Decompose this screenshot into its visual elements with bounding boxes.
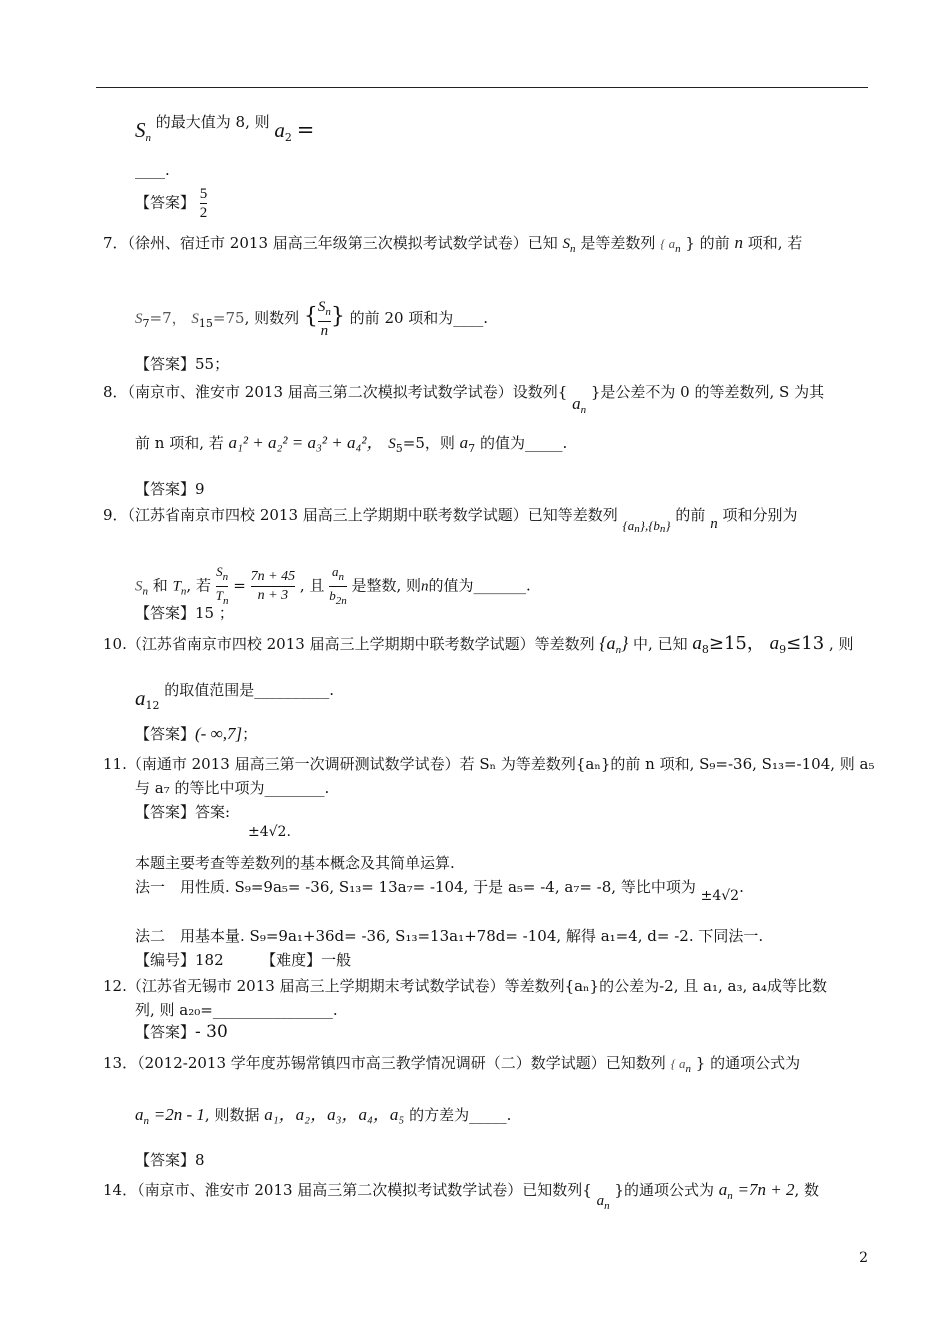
question-13: 13．（2012-2013 学年度苏锡常镇四市高三教学情况调研（二）数学试题）已知数列 { $a_n$ } 的通项公式为	[103, 1054, 801, 1075]
fraction: $\frac{S_n}{n}$	[317, 299, 331, 339]
answer-13: 【答案】8	[135, 1151, 205, 1169]
question-8: 8．（南京市、淮安市 2013 届高三第二次模拟考试数学试卷）设数列{ $a_n$ }是公差不为 0 的等差数列, S 为其	[103, 383, 825, 416]
answer-10: 【答案】(- ∞,7]；	[135, 724, 258, 743]
page-number: 2	[859, 1250, 868, 1266]
line-2: ____.	[135, 161, 170, 179]
answer-9: 【答案】15 ；	[135, 604, 234, 622]
method-one: 法一 用性质. S₉=9a₅= -36, S₁₃= 13a₇= -104, 于是 a₅= -4, a₇= -8, 等比中项为 ±4√2.	[135, 878, 744, 904]
answer-8: 【答案】9	[135, 480, 205, 498]
question-7: 7．（徐州、宿迁市 2013 届高三年级第三次模拟考试数学试卷）已知 $S_n$ 是等差数列 { $a_n$ } 的前 n 项和, 若	[103, 233, 803, 255]
answer-11: 【答案】答案:	[135, 803, 231, 821]
question-7-line-2: $S_7=7$， $S_{15}=75$, 则数列 { $\frac{S_n}{n}$ } 的前 20 项和为____.	[135, 299, 489, 339]
question-9: 9．（江苏省南京市四校 2013 届高三上学期期中联考数学试题）已知等差数列 $\{a_n\},\{b_n\}$ 的前 n 项和分别为	[103, 506, 798, 535]
question-10: 10.（江苏省南京市四校 2013 届高三上学期期中联考数学试题）等差数列 $\{a_n\}$ 中, 已知 $a_8\ge 15$， $a_9\le 13$ , 则	[103, 633, 854, 656]
method-two: 法二 用基本量. S₉=9a₁+36d= -36, S₁₃=13a₁+78d= -104, 解得 a₁=4, d= -2. 下同法一.	[135, 927, 764, 945]
line-1: $S_n$ 的最大值为 8, 则 $a_2$ =	[135, 113, 315, 144]
meta-number-difficulty: 【编号】182 【难度】一般	[135, 951, 352, 969]
question-9-line-2: $S_n$ 和 $T_n$, 若 $\frac{S_n}{T_n}$ = $\frac{7n + 45}{n + 3}$ , 且 $\frac{a_n}{b_{2n}}$ 是整数, 则n的值为_______.	[135, 563, 531, 610]
question-11: 11.（南通市 2013 届高三第一次调研测试数学试卷）若 Sₙ 为等差数列{aₙ}的前 n 项和, S₉=-36, S₁₃=-104, 则 a₅	[103, 755, 875, 773]
fraction: $\frac{a_n}{b_{2n}}$	[329, 563, 347, 610]
header-rule	[96, 87, 868, 88]
question-8-line-2: 前 n 项和, 若 a₁² + a₂² = a₃² + a₄²， $S_5=5$，则 $a_7$ 的值为_____.	[135, 433, 568, 455]
answer-line-6: 【答案】 $\frac{5}{2}$	[135, 186, 208, 221]
fraction: $\frac{S_n}{T_n}$	[216, 563, 229, 610]
answer-7: 【答案】55；	[135, 355, 230, 373]
question-12-line-2: 列, 则 a₂₀=________________.	[135, 1001, 338, 1019]
question-12: 12.（江苏省无锡市 2013 届高三上学期期末考试数学试卷）等差数列{aₙ}的公差为-2, 且 a₁, a₃, a₄成等比数	[103, 977, 827, 995]
explanation-intro: 本题主要考查等差数列的基本概念及其简单运算.	[135, 854, 455, 872]
question-10-line-2: $a_{12}$ 的取值范围是__________.	[135, 681, 335, 712]
fraction: $\frac{5}{2}$	[199, 186, 208, 221]
answer-11-value: ±4√2.	[248, 824, 291, 840]
question-11-line-2: 与 a₇ 的等比中项为________.	[135, 779, 330, 797]
answer-12: 【答案】- 30	[135, 1022, 228, 1042]
fraction: $\frac{7n + 45}{n + 3}$	[250, 569, 296, 603]
question-13-line-2: $a_n =2n - 1$, 则数据 a₁，a₂，a₃，a₄，a₅ 的方差为_____.	[135, 1105, 512, 1127]
question-14: 14．（南京市、淮安市 2013 届高三第二次模拟考试数学试卷）已知数列{ $a_n$ }的通项公式为 $a_n =7n + 2$, 数	[103, 1180, 820, 1212]
